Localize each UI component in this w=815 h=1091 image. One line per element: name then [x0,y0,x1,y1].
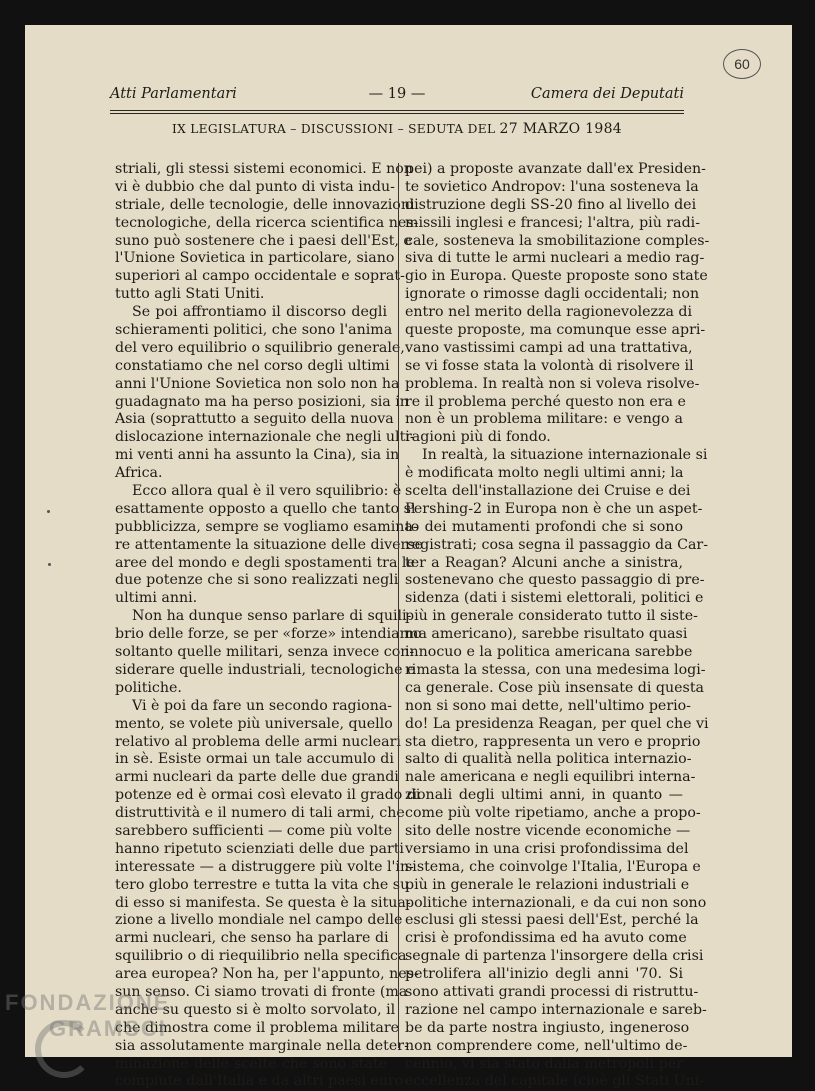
text-line: minazione delle scelte che sono state [115,1055,387,1072]
text-line: ter a Reagan? Alcuni anche a sinistra, [405,554,683,571]
text-line: ca generale. Cose più insensate di questa [405,679,704,696]
text-line: Pershing-2 in Europa non è che un aspet- [405,500,703,517]
text-line: guadagnato ma ha perso posizioni, sia in [115,393,409,410]
text-line: compiute dall'Italia e da altri paesi euro- [115,1073,409,1090]
text-line: to dei mutamenti profondi che si sono [405,518,683,535]
page-number: — 19 — [368,86,426,102]
text-line: più in generale considerato tutto il siste- [405,608,698,625]
watermark-line-2: GRAMSCI [49,1016,167,1041]
text-line: do! La presidenza Reagan, per quel che vi [405,715,709,732]
running-header [110,86,684,108]
text-line: che dimostra come il problema militare [115,1019,400,1036]
text-line: interessate — a distruggere più volte l'in- [115,858,414,875]
text-line: Asia (soprattutto a seguito della nuova [115,411,394,428]
text-line: cennio, vi sia stato dalla metropoli per [405,1055,683,1072]
text-line: distruttività e il numero di tali armi, che [115,805,405,822]
text-line: sistema, che coinvolge l'Italia, l'Europa e [405,858,701,875]
text-line: pei) a proposte avanzate dall'ex Presiden- [405,161,706,177]
text-line: Non ha dunque senso parlare di squili- [132,608,412,625]
text-line: superiori al campo occidentale e soprat- [115,268,405,285]
text-line: più in generale le relazioni industriali e [405,876,690,893]
text-line: in sè. Esiste ormai un tale accumulo di [115,751,394,768]
text-line: non si sono mai dette, nell'ultimo perio- [405,697,691,714]
text-line: striali, gli stessi sistemi economici. E non [115,161,413,177]
text-line: missili inglesi e francesi; l'altra, più radi- [405,214,700,231]
text-line: re attentamente la situazione delle diverse [115,536,424,553]
text-line: politiche internazionali, e da cui non sono [405,894,707,911]
text-line: te sovietico Andropov: l'una sosteneva la [405,178,699,195]
text-line: dislocazione internazionale che negli ulti- [115,429,415,446]
text-line: sito delle nostre vicende economiche — [405,822,691,839]
session-label: IX LEGISLATURA – DISCUSSIONI – SEDUTA DEL [172,122,496,136]
text-line: sono attivati grandi processi di ristruttu- [405,983,699,1000]
text-line: armi nucleari, che senso ha parlare di [115,930,389,947]
text-line: queste proposte, ma comunque esse apri- [405,322,706,339]
text-line: zionali degli ultimi anni, in quanto — [405,787,683,804]
text-line: anche su questo si è molto sorvolato, il [115,1001,396,1018]
text-line: ma americano), sarebbe risultato quasi [405,626,688,643]
text-line: politiche. [115,679,182,696]
header-right: Camera dei Deputati [530,86,684,102]
text-line: aree del mondo e degli spostamenti tra le [115,554,415,571]
text-line: petrolifera all'inizio degli anni '70. Si [405,966,683,983]
text-line: di esso si manifesta. Se questa è la situa- [115,894,411,911]
header-rule-top [110,110,684,111]
text-line: sta dietro, rappresenta un vero e proprio [405,733,701,750]
column-divider [398,163,399,1048]
text-line: esclusi gli stessi paesi dell'Est, perché la [405,912,699,929]
text-line: tero globo terrestre e tutta la vita che su [115,876,410,893]
text-line: soltanto quelle militari, senza invece con- [115,644,415,661]
text-line: due potenze che si sono realizzati negli [115,572,399,589]
text-line: ignorate o rimosse dagli occidentali; non [405,286,700,303]
text-line: schieramenti politici, che sono l'anima [115,322,393,339]
text-line: eccellenza del capitale (cioè gli Stati Uni- [405,1073,705,1090]
left-text-column [115,161,424,1091]
text-line: distruzione degli SS-20 fino al livello dei [405,196,697,213]
text-line: armi nucleari da parte delle due grandi [115,769,399,786]
session-date: 27 MARZO 1984 [499,121,622,137]
text-line: be da parte nostra ingiusto, ingeneroso [405,1019,690,1036]
text-line: In realtà, la situazione internazionale si [422,447,708,464]
text-line: problema. In realtà non si voleva risolve- [405,375,700,392]
text-line: innocuo e la politica americana sarebbe [405,644,693,661]
text-line: mento, se volete più universale, quello [115,715,393,732]
text-line: ragioni più di fondo. [405,429,551,446]
text-line: tutto agli Stati Uniti. [115,286,265,303]
text-line: l'Unione Sovietica in particolare, siano [115,250,395,267]
text-line: Africa. [115,465,163,482]
text-line: del vero equilibrio o squilibrio generale, [115,339,405,356]
text-line: nale americana e negli equilibri interna- [405,769,696,786]
page-stamp: 60 [723,49,761,79]
header-rule-bottom [110,113,684,114]
margin-mark [47,510,50,513]
header-left: Atti Parlamentari [110,86,237,102]
text-line: tecnologiche, della ricerca scientifica nes- [115,214,419,231]
text-line: salto di qualità nella politica internazio- [405,751,692,768]
text-line: ultimi anni. [115,590,198,607]
text-line: zione a livello mondiale nel campo delle [115,912,403,929]
text-line: hanno ripetuto scienziati delle due parti [115,840,404,857]
text-line: segnale di partenza l'insorgere della crisi [405,948,704,965]
text-line: scelta dell'installazione dei Cruise e dei [405,483,691,500]
text-line: sidenza (dati i sistemi elettorali, politici e [405,590,704,607]
text-line: brio delle forze, se per «forze» intendiamo [115,626,422,643]
text-line: sia assolutamente marginale nella deter- [115,1037,409,1054]
text-line: sun senso. Ci siamo trovati di fronte (ma [115,983,408,1000]
watermark [5,990,170,1042]
text-line: sostenevano che questo passaggio di pre- [405,572,705,589]
text-line: relativo al problema delle armi nucleari [115,733,401,750]
text-line: constatiamo che nel corso degli ultimi [115,357,390,374]
text-line: entro nel merito della ragionevolezza di [405,304,693,321]
text-line: potenze ed è ormai così elevato il grado di [115,787,421,804]
document-page [5,25,792,1090]
text-line: squilibrio o di riequilibrio nella specifica [115,948,407,965]
text-line: Se poi affrontiamo il discorso degli [132,304,387,321]
text-line: cale, sosteneva la smobilitazione comples- [405,232,710,249]
text-line: Vi è poi da fare un secondo ragiona- [132,697,393,714]
text-line: vi è dubbio che dal punto di vista indu- [115,178,395,195]
text-line: mi venti anni ha assunto la Cina), sia in [115,447,400,464]
text-line: pubblicizza, sempre se vogliamo esamina- [115,518,418,535]
right-text-column [405,161,710,1091]
text-line: Ecco allora qual è il vero squilibrio: è [132,483,402,500]
text-line: versiamo in una crisi profondissima del [405,840,689,857]
text-line: re il problema perché questo non era e [405,393,686,410]
text-line: suno può sostenere che i paesi dell'Est, e [115,232,412,249]
text-line: come più volte ripetiamo, anche a propo- [405,805,701,822]
text-line: anni l'Unione Sovietica non solo non ha [115,375,400,392]
text-line: striale, delle tecnologie, delle innovazioni [115,196,415,213]
text-line: esattamente opposto a quello che tanto si [115,500,416,517]
text-line: sarebbero sufficienti — come più volte [115,822,393,839]
text-line: registrati; cosa segna il passaggio da Car- [405,536,708,553]
text-line: vano vastissimi campi ad una trattativa, [405,339,693,356]
text-line: è modificata molto negli ultimi anni; la [405,465,684,482]
text-line: razione nel campo internazionale e sareb- [405,1001,707,1018]
text-line: crisi è profondissima ed ha avuto come [405,930,687,947]
text-line: siva di tutte le armi nucleari a medio rag- [405,250,705,267]
text-line: non comprendere come, nell'ultimo de- [405,1037,688,1054]
text-line: siderare quelle industriali, tecnologiche e [115,661,416,678]
watermark-line-1: FONDAZIONE [5,990,171,1015]
text-line: area europea? Non ha, per l'appunto, nes- [115,966,419,983]
text-line: rimasta la stessa, con una medesima logi- [405,661,706,678]
text-line: se vi fosse stata la volontà di risolvere il [405,357,694,374]
text-line: non è un problema militare: e vengo a [405,411,683,428]
text-line: gio in Europa. Queste proposte sono state [405,268,708,285]
margin-mark [48,563,51,566]
session-subheading [110,121,684,137]
